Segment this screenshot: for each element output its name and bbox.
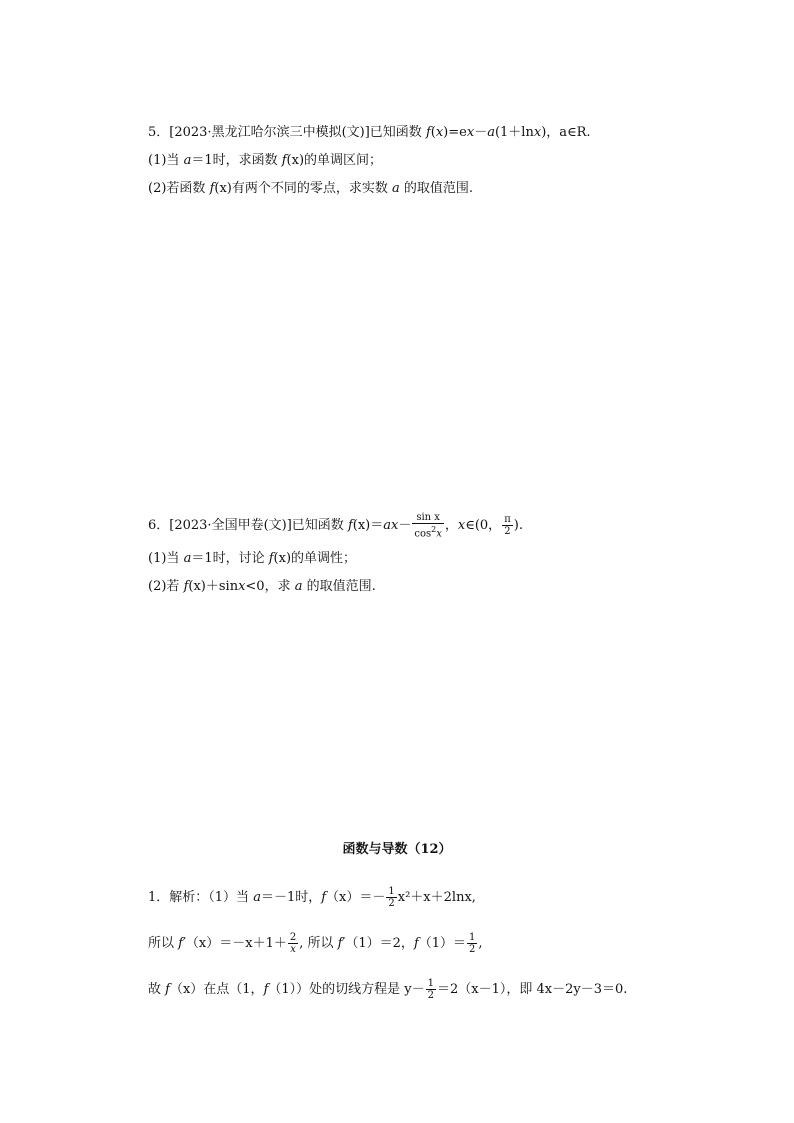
q5-p2-end: 的取值范围. bbox=[399, 181, 474, 196]
ans-l3-f: f bbox=[165, 982, 170, 997]
ans-l1-f: f bbox=[321, 890, 327, 905]
q6-part1 bbox=[148, 550, 356, 568]
q6-p2-x: (x) bbox=[188, 579, 206, 594]
ans-l1-rest: x²＋x＋2lnx, bbox=[397, 890, 476, 905]
q5-lead: 已知函数 bbox=[369, 125, 426, 140]
ans-l2-e: , bbox=[478, 936, 483, 951]
q6-p1-pre: (1)当 bbox=[148, 551, 184, 566]
q6-p2-pre: (2)若 bbox=[148, 579, 184, 594]
ans-l3-f2: f bbox=[263, 982, 269, 997]
ans-l1-a: a bbox=[253, 890, 261, 905]
q6-pi-den: 2 bbox=[504, 526, 511, 538]
ans-l3-a: （x）在点（1， bbox=[169, 982, 264, 997]
q6-p2-mid: ＋sin bbox=[205, 579, 239, 594]
q6-stem bbox=[148, 512, 523, 539]
q6-frac-den: cos bbox=[414, 528, 432, 540]
ans-l1-frac-den: 2 bbox=[388, 898, 395, 909]
q6-p2-f: f bbox=[183, 579, 189, 594]
q6-minus: － bbox=[398, 518, 412, 534]
q6-number: 6． bbox=[148, 518, 170, 534]
q5-part1 bbox=[148, 152, 382, 170]
ans-l2-fraction2 bbox=[467, 932, 477, 955]
q6-x: (x) bbox=[352, 518, 371, 534]
q6-source: [2023·全国甲卷(文)] bbox=[169, 518, 292, 534]
ans-l1-frac-num: 1 bbox=[388, 886, 395, 897]
q5-p2-mid: 有两个不同的零点，求实数 bbox=[231, 181, 392, 196]
ans-l1-fraction bbox=[386, 886, 396, 909]
ans-l2-a: （x）＝－x＋1＋ bbox=[185, 936, 287, 951]
q5-number: 5． bbox=[148, 125, 170, 140]
q6-p2-a: a bbox=[294, 579, 303, 594]
ans-l3-pre: 故 bbox=[148, 982, 166, 997]
answers-heading: 函数与导数（12） bbox=[342, 842, 452, 857]
ans-l3-b: （1））处的切线方程是 y－ bbox=[268, 982, 425, 997]
q6-dom-end: ). bbox=[513, 518, 523, 534]
ans-l3-frac-den: 2 bbox=[427, 990, 434, 1001]
ans-l2-f: f′ bbox=[178, 936, 186, 951]
q5-p2-x: (x) bbox=[214, 181, 232, 196]
answer-line-3 bbox=[148, 978, 627, 1001]
ans-l1-mid: ＝－1时， bbox=[260, 890, 322, 905]
ans-l2-frac2-num: 1 bbox=[469, 932, 476, 943]
q6-p1-f: f bbox=[268, 551, 274, 566]
q5-eq: =e bbox=[448, 125, 467, 140]
q5-x2: x bbox=[466, 125, 475, 140]
q5-x: x bbox=[435, 125, 444, 140]
q6-frac-num: sin x bbox=[412, 512, 444, 524]
q5-close: ) bbox=[541, 125, 547, 140]
q5-minus: － bbox=[474, 125, 488, 140]
q6-pi-num: π bbox=[504, 514, 511, 526]
q6-fraction bbox=[412, 512, 444, 539]
answer-line-2 bbox=[148, 932, 483, 955]
ans-l2-pre: 所以 bbox=[148, 936, 179, 951]
q5-source: [2023·黑龙江哈尔滨三中模拟(文)] bbox=[169, 125, 370, 140]
q6-pi-fraction bbox=[502, 514, 513, 537]
q5-part2 bbox=[148, 180, 473, 198]
ans-l3-fraction bbox=[426, 978, 436, 1001]
q6-p1-x: (x) bbox=[273, 551, 292, 566]
ans-l2-f2: f′ bbox=[337, 936, 346, 951]
q5-x3: x bbox=[533, 125, 542, 140]
ans-l2-fraction bbox=[288, 932, 298, 955]
q6-ax: ax bbox=[383, 518, 399, 534]
q6-comma: ， bbox=[444, 518, 458, 534]
q6-p1-end: 的单调性； bbox=[291, 551, 357, 566]
ans-l2-d: （1）＝ bbox=[418, 936, 467, 951]
q6-eq: ＝ bbox=[370, 518, 384, 534]
ans-l1-pre: 1．解析：（1）当 bbox=[148, 890, 254, 905]
q6-frac-den-x: x bbox=[436, 528, 442, 540]
q6-p2-end: 的取值范围. bbox=[302, 579, 376, 594]
q5-p1-mid: ＝1时，求函数 bbox=[191, 153, 282, 168]
q5-p2-a: a bbox=[392, 181, 400, 196]
q6-dom-x: x bbox=[457, 518, 466, 534]
q5-stem: 5．[2023·黑龙江哈尔滨三中模拟(文)]已知函数 f(x)=ex－a(1＋lnx)，a∈R. bbox=[148, 125, 591, 140]
q6-p1-a: a bbox=[183, 551, 192, 566]
q5-tail: ，a∈R. bbox=[546, 125, 591, 140]
q5-p2-f: f bbox=[209, 181, 215, 196]
ans-l2-frac-den: x bbox=[290, 944, 296, 955]
q6-part2 bbox=[148, 578, 376, 596]
q5-p1-end: 的单调区间； bbox=[304, 153, 383, 168]
ans-l2-frac-num: 2 bbox=[289, 932, 297, 943]
q6-dom: ∈(0， bbox=[465, 518, 502, 534]
ans-l2-b: , 所以 bbox=[299, 936, 338, 951]
q5-p1-x: (x) bbox=[286, 153, 305, 168]
ans-l3-c: ＝2（x－1），即 4x－2y－3＝0. bbox=[437, 982, 628, 997]
ans-l2-f3: f bbox=[413, 936, 419, 951]
ans-l2-c: （1）＝2， bbox=[345, 936, 414, 951]
q5-f: f bbox=[425, 125, 431, 140]
q5-p1-a: a bbox=[183, 153, 192, 168]
answer-line-1 bbox=[148, 886, 476, 909]
ans-l1-fx: （x）＝－ bbox=[326, 890, 386, 905]
q6-p2-x2: x bbox=[238, 579, 246, 594]
q5-p2-pre: (2)若函数 bbox=[148, 181, 210, 196]
ans-l2-frac2-den: 2 bbox=[469, 944, 476, 955]
q5-p1-f: f bbox=[281, 153, 287, 168]
q6-p1-mid: ＝1时，讨论 bbox=[191, 551, 269, 566]
q6-p2-mid2: <0，求 bbox=[245, 579, 295, 594]
ans-l3-frac-num: 1 bbox=[427, 978, 434, 989]
q6-frac-den-sup: 2 bbox=[431, 525, 437, 534]
q5-p1-pre: (1)当 bbox=[148, 153, 184, 168]
q5-paren: (1＋ln bbox=[494, 125, 534, 140]
q6-f: f bbox=[347, 518, 353, 534]
q5-a: a bbox=[487, 125, 495, 140]
q6-lead: 已知函数 bbox=[291, 518, 348, 534]
